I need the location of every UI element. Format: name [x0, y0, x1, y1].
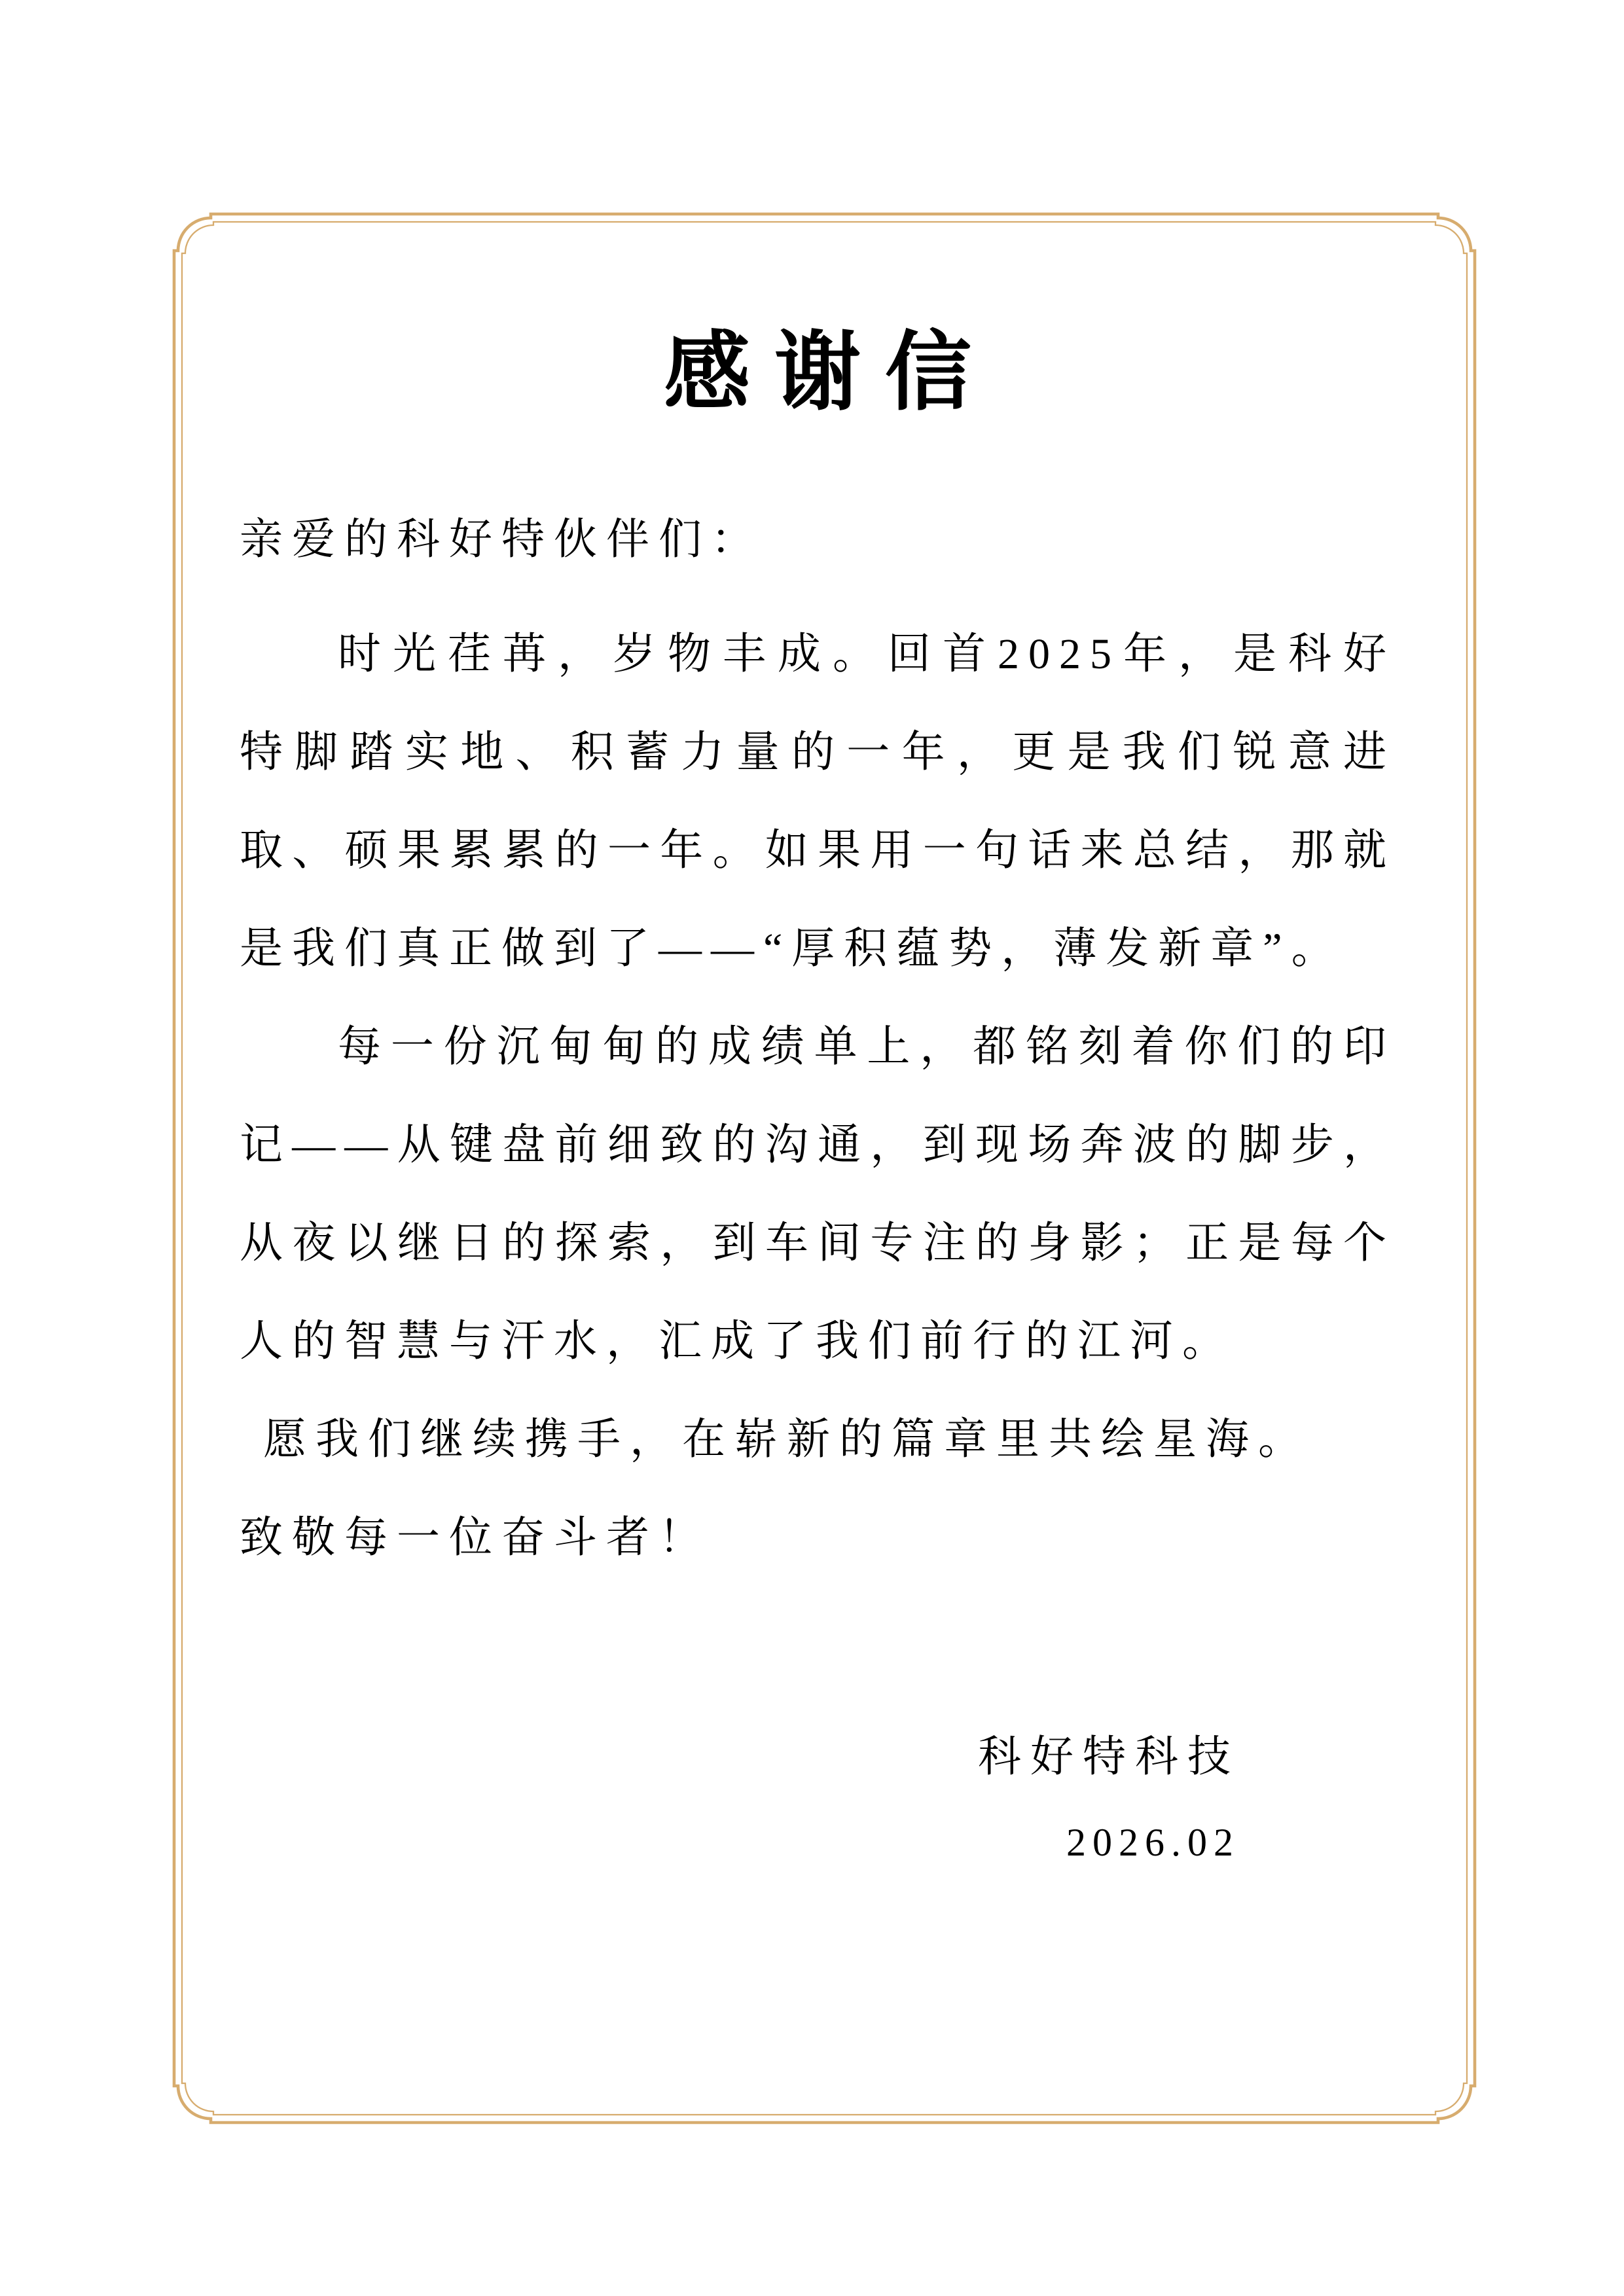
letter-title: 感谢信 — [664, 325, 996, 421]
paragraph-1: 时光荏苒，岁物丰成。回首2025年，是科好特脚踏实地、积蓄力量的一年，更是我们锐意进取、硕果累累的一年。如果用一句话来总结，那就是我们真正做到了——“厚积蕴势，薄发新章”。 — [240, 630, 1396, 973]
signature-company: 科好特科技 — [978, 1733, 1240, 1781]
paragraph-3: 愿我们继续携手，在崭新的篇章里共绘星海。 — [263, 1416, 1310, 1463]
signature-date: 2026.02 — [1066, 1821, 1240, 1864]
signature-block — [240, 1708, 1396, 1878]
paragraph-4: 致敬每一位奋斗者！ — [240, 1514, 711, 1562]
letter-body — [240, 491, 1396, 1587]
paragraph-2: 每一份沉甸甸的成绩单上，都铭刻着你们的印记——从键盘前细致的沟通，到现场奔波的脚步，从夜以继日的探索，到车间专注的身影；正是每个人的智慧与汗水，汇成了我们前行的江河。 — [240, 1023, 1396, 1365]
salutation: 亲爱的科好特伙伴们： — [240, 516, 763, 564]
letter-content — [240, 321, 1396, 1878]
